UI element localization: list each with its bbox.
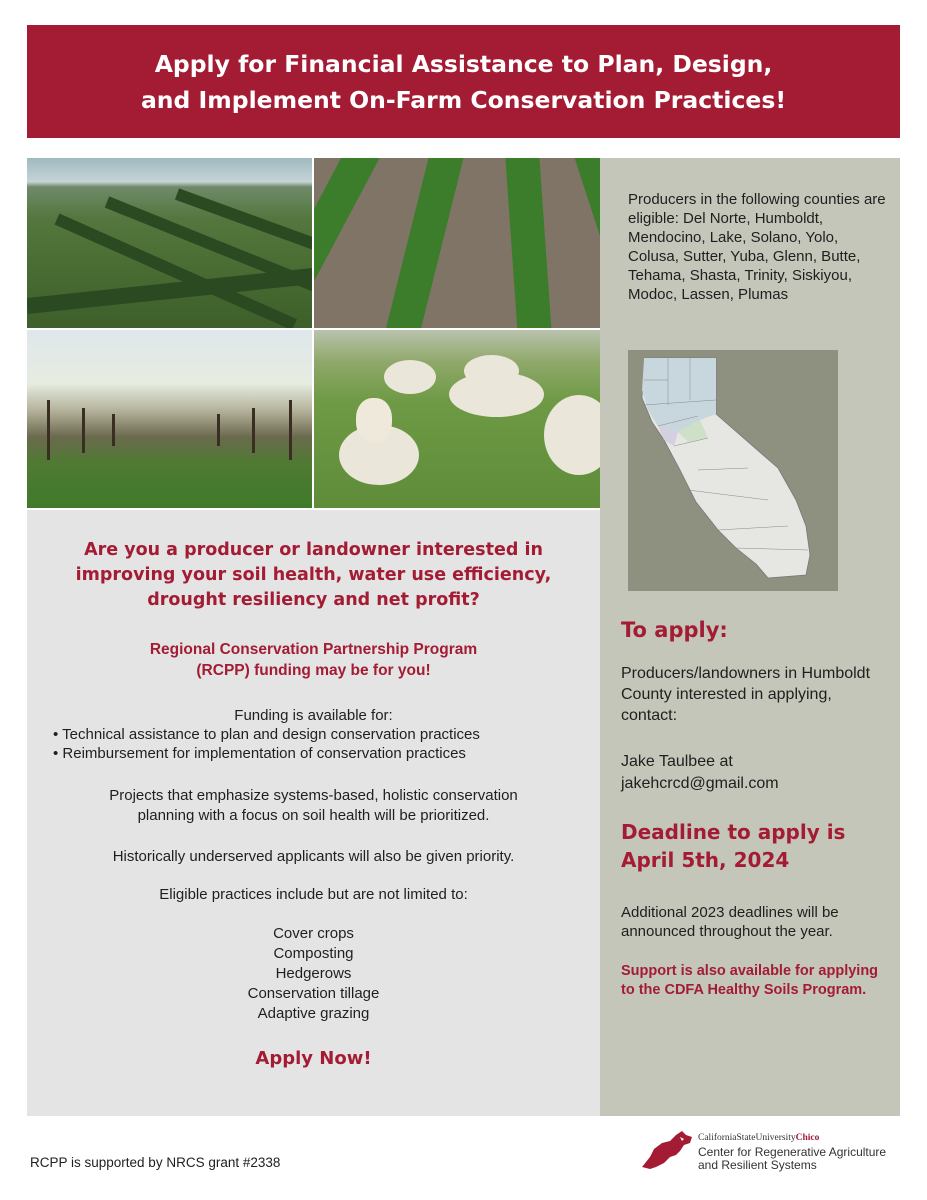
contact-block bbox=[621, 751, 886, 795]
photo-collage bbox=[27, 158, 600, 508]
additional-deadlines-text: Additional 2023 deadlines will be announced throughout the year. bbox=[621, 904, 839, 940]
wildcat-logo-icon bbox=[640, 1127, 695, 1171]
underserved-text: Historically underserved applicants will also be given priority. bbox=[112, 848, 515, 865]
eligible-counties-text: Producers in the following counties are eligible: Del Norte, Humboldt, Mendocino, Lake, Solano, Yolo, Colusa, Sutter, Yuba, Glenn, Butte, Tehama, Shasta, Trinity, Siskiyou, Modoc, Lassen, Plumas bbox=[628, 191, 886, 303]
apply-now-callout: Apply Now! bbox=[255, 1048, 372, 1069]
contact-name: Jake Taulbee at bbox=[621, 753, 733, 770]
logo-center-line-1: Center for Regenerative Agriculture bbox=[698, 1145, 887, 1159]
funding-heading: Funding is available for: bbox=[234, 707, 393, 724]
question-line: Are you a producer or landowner interested in bbox=[84, 540, 543, 560]
question-line: improving your soil health, water use efficiency, bbox=[75, 565, 552, 585]
question-line: drought resiliency and net profit? bbox=[147, 590, 480, 610]
rcpp-line: (RCPP) funding may be for you! bbox=[196, 662, 431, 679]
deadline-line-1: Deadline to apply is bbox=[621, 820, 846, 844]
aerial-farm-fields-photo bbox=[27, 158, 312, 328]
cover-crop-rows-photo bbox=[314, 158, 600, 328]
eligible-practices-heading: Eligible practices include but are not limited to: bbox=[159, 886, 468, 903]
systems-line: Projects that emphasize systems-based, holistic conservation bbox=[109, 787, 518, 804]
grazing-sheep-photo bbox=[314, 330, 600, 508]
contact-intro-text: Producers/landowners in Humboldt County interested in applying, contact: bbox=[621, 665, 871, 724]
practice-item: Hedgerows bbox=[275, 965, 352, 982]
california-counties-map bbox=[628, 350, 838, 591]
banner-title-line-1: Apply for Financial Assistance to Plan, Design, bbox=[154, 49, 773, 78]
systems-priority-text bbox=[27, 786, 600, 826]
title-banner bbox=[27, 25, 900, 138]
sidebar-panel bbox=[600, 158, 900, 1116]
practice-item: Adaptive grazing bbox=[257, 1005, 370, 1022]
csu-chico-logo bbox=[640, 1125, 902, 1173]
question-heading bbox=[27, 538, 600, 613]
rcpp-line: Regional Conservation Partnership Program bbox=[149, 641, 478, 658]
funding-item: • Reimbursement for implementation of conservation practices bbox=[53, 745, 466, 762]
to-apply-heading: To apply: bbox=[621, 618, 728, 642]
funding-section bbox=[27, 706, 600, 763]
practice-item: Composting bbox=[273, 945, 354, 962]
deadline-line-2: April 5th, 2024 bbox=[621, 848, 790, 872]
practices-list bbox=[27, 924, 600, 1024]
practice-item: Conservation tillage bbox=[247, 985, 380, 1002]
main-info-panel bbox=[27, 510, 600, 1116]
systems-line: planning with a focus on soil health will be prioritized. bbox=[137, 807, 490, 824]
funding-item: • Technical assistance to plan and design conservation practices bbox=[53, 726, 480, 743]
logo-university-name: CaliforniaStateUniversityChico bbox=[698, 1133, 820, 1143]
orchard-rows-photo bbox=[27, 330, 312, 508]
grant-note: RCPP is supported by NRCS grant #2338 bbox=[30, 1155, 281, 1170]
deadline-text bbox=[621, 818, 891, 874]
banner-title-line-2: and Implement On-Farm Conservation Practices! bbox=[140, 85, 787, 114]
practice-item: Cover crops bbox=[273, 925, 354, 942]
logo-center-line-2: and Resilient Systems bbox=[698, 1158, 817, 1172]
healthy-soils-support-text: Support is also available for applying to the CDFA Healthy Soils Program. bbox=[621, 963, 879, 998]
rcpp-subheading bbox=[27, 639, 600, 681]
contact-email[interactable]: jakehcrcd@gmail.com bbox=[621, 775, 779, 792]
